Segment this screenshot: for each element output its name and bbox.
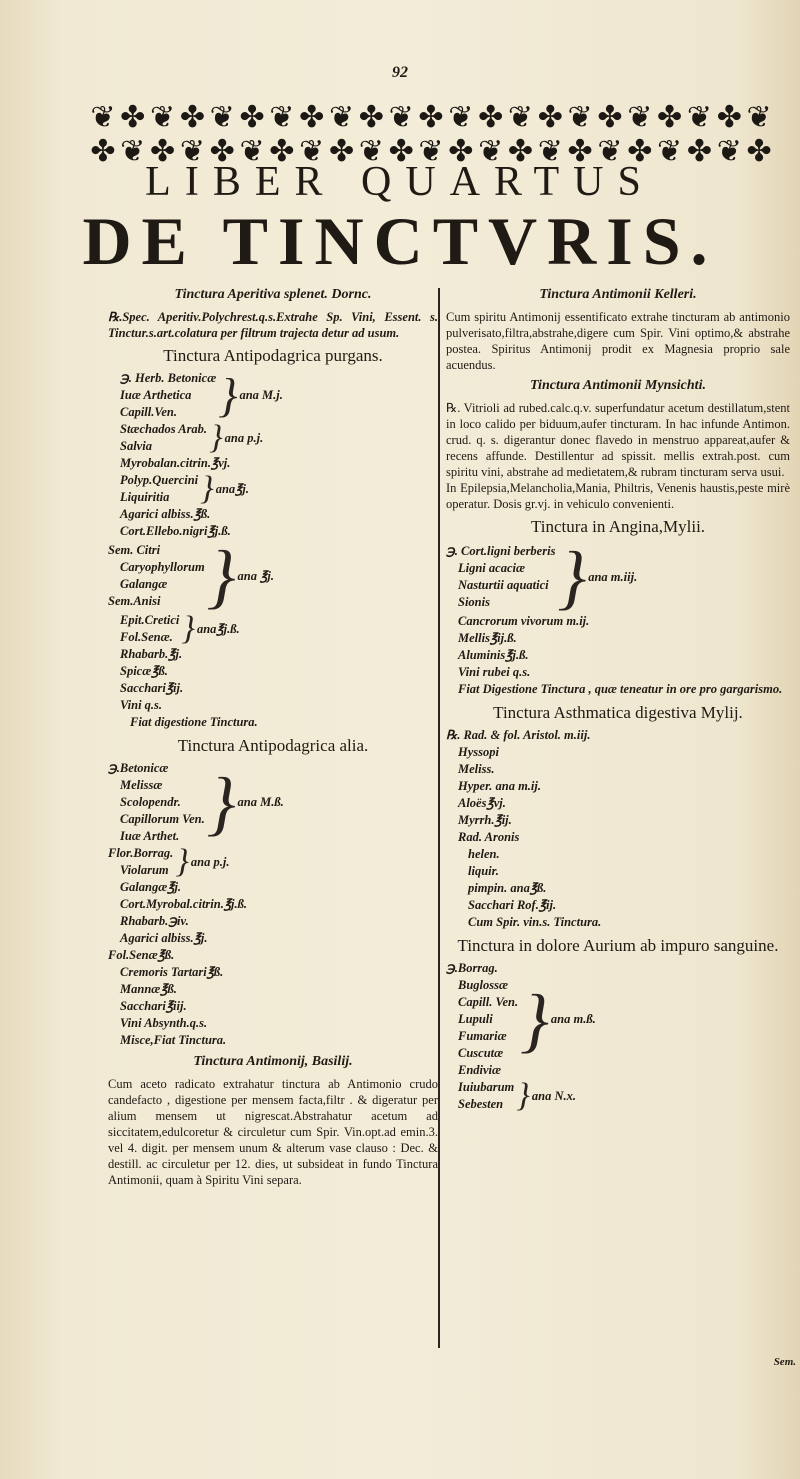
- recipe-line: Liquiritia: [120, 490, 170, 504]
- recipe-line: ℈. Cort.ligni berberis: [446, 544, 556, 558]
- fleuron-ornament: ✤: [716, 101, 742, 134]
- recipe-amount: ana p.j.: [224, 430, 264, 445]
- recipe-asthmatica: [446, 727, 790, 931]
- recipe-line: Fol.Senæ℥ß.: [108, 948, 175, 962]
- recipe-group: [108, 472, 438, 506]
- fleuron-ornament: ✤: [657, 101, 683, 134]
- heading-tinctura-aperitiva: Tinctura Aperitiva splenet. Dornc.: [174, 287, 372, 302]
- recipe-line: Sacchari℥iij.: [120, 999, 187, 1013]
- recipe-line: Hyssopi: [458, 745, 499, 759]
- fleuron-ornament: ✤: [179, 101, 205, 134]
- paragraph-mynsichti: ℞. Vitrioli ad rubed.calc.q.v. superfundatur acetum destillatum,stent in loco calido per biduum,aufer tincturam. In hac infunde Antimon. crud. q. s. digerantur donec flavedo in menstruo appareat,aufer & recens affunde. Destillentur ad spissit. mellis extrah.post. cum spiritu vini, abstrahe ad medietatem,& rubram tincturam serva usui.: [446, 401, 790, 479]
- recipe-line: Stæchados Arab.: [120, 422, 208, 436]
- recipe-line: Rad. Aronis: [458, 830, 520, 844]
- recipe-line: ℈. Herb. Betonicæ: [120, 371, 217, 385]
- fleuron-ornament: ✤: [149, 135, 176, 168]
- recipe-line: Capill. Ven.: [458, 995, 519, 1009]
- book-title: LIBER QUARTUS: [145, 159, 655, 205]
- fleuron-ornament: ✤: [388, 135, 414, 168]
- left-column: [108, 282, 438, 1188]
- fleuron-ornament: ❦: [239, 135, 265, 168]
- recipe-amount: ana℥j.ß.: [196, 621, 240, 636]
- recipe-line: Capill.Ven.: [120, 405, 177, 419]
- fleuron-ornament: ❦: [418, 135, 444, 168]
- recipe-line: Agarici albiss.℥j.: [120, 931, 208, 945]
- heading-antimonij-basilij: Tinctura Antimonij, Basilij.: [193, 1054, 353, 1069]
- fleuron-ornament: ✤: [537, 101, 563, 134]
- recipe-group: [108, 612, 438, 646]
- fleuron-ornament: ❦: [597, 135, 623, 168]
- recipe-group: [446, 537, 790, 617]
- fleuron-ornament: ✤: [239, 101, 265, 134]
- recipe-line: ℈.Borrag.: [446, 961, 498, 975]
- recipe-line: Aloës℥vj.: [458, 796, 506, 810]
- recipe-line: Ligni acaciæ: [458, 561, 526, 575]
- brace: }: [181, 610, 195, 647]
- recipe-antipodagrica-purgans: [108, 370, 438, 731]
- recipe-line: Fol.Senæ.: [120, 630, 173, 644]
- brace: }: [206, 536, 236, 616]
- brace: }: [175, 843, 189, 880]
- recipe-line: Agarici albiss.℥ß.: [120, 507, 211, 521]
- paragraph-mynsichti-usage: In Epilepsia,Melancholia,Mania, Philtris, Venenis haustis,peste mirè operatur. Dosis gr.vj. in vehiculo convenienti.: [446, 481, 790, 511]
- fleuron-ornament: ✤: [627, 135, 653, 168]
- fleuron-ornament: ❦: [507, 101, 534, 134]
- recipe-line: ℞. Rad. & fol. Aristol. m.iij.: [446, 728, 591, 742]
- fleuron-ornament: ❦: [209, 101, 235, 134]
- recipe-line: Sebesten: [458, 1097, 504, 1111]
- recipe-line: Cancrorum vivorum m.ij.: [458, 614, 590, 628]
- fleuron-ornament: ✤: [478, 101, 504, 134]
- recipe-line: Epit.Cretici: [120, 613, 180, 627]
- recipe-line: Sionis: [458, 595, 490, 609]
- recipe-line: Salvia: [120, 439, 152, 453]
- fleuron-ornament: ✤: [686, 135, 712, 168]
- fleuron-ornament: ❦: [478, 135, 504, 168]
- recipe-line: liquir.: [468, 864, 499, 878]
- recipe-line: Nasturtii aquatici: [458, 578, 549, 592]
- recipe-amount: ana m.ß.: [550, 1012, 596, 1026]
- recipe-line: Sem. Citri: [108, 543, 161, 557]
- fleuron-ornament: ❦: [299, 135, 325, 168]
- recipe-line: Galangæ: [120, 577, 168, 591]
- recipe-antipodagrica-alia: [108, 760, 438, 1049]
- fleuron-ornament: ✤: [269, 135, 295, 168]
- fleuron-ornament: ❦: [328, 101, 355, 134]
- recipe-amount: ana N.x.: [531, 1088, 576, 1103]
- fleuron-ornament: ✤: [418, 101, 444, 134]
- recipe-group: [108, 536, 438, 616]
- recipe-line: Spicæ℥ß.: [120, 664, 168, 678]
- chapter-title: DE TINCTVRIS.: [82, 203, 718, 279]
- paragraph-antimonij-basilij: Cum aceto radicato extrahatur tinctura ab Antimonio crudo candefacto , digestione per mensem facta,filtr . & digeratur per alium mensem ut nigrescat.Abstrahatur acetum ad siccitatem,edulcoretur & circuletur cum Spir. Vin.opt.ad emin.3. vel 4. digit. per mensem unum & alterum vase clauso : Dec. & destill. ac circuletur per 12. dies, ut subsideat in fundo Tinctura Antimonii, quam à Spiritu Vini separa.: [108, 1077, 438, 1187]
- recipe-line: Iuæ Arthet.: [120, 829, 180, 843]
- recipe-line: Cremoris Tartari℥ß.: [120, 965, 224, 979]
- fleuron-ornament: ✤: [209, 135, 235, 168]
- catchword: Sem.: [773, 1356, 796, 1368]
- fleuron-ornament: ✤: [746, 135, 772, 168]
- recipe-line: Capillorum Ven.: [120, 812, 205, 826]
- fleuron-ornament: ❦: [686, 101, 712, 134]
- fleuron-ornament: ✤: [567, 135, 593, 168]
- recipe-amount: ana M.j.: [239, 388, 283, 402]
- recipe-line: Iuiubarum: [458, 1080, 515, 1094]
- recipe-line: Rhabarb.℥j.: [120, 647, 183, 661]
- recipe-line: Fiat digestione Tinctura.: [130, 715, 258, 729]
- recipe-line: Rhabarb.℈iv.: [120, 914, 189, 928]
- column-divider: [438, 288, 440, 1348]
- fleuron-ornament: ❦: [627, 101, 653, 134]
- recipe-line: Sacchari℥ij.: [120, 681, 184, 695]
- recipe-line: Mellis℥ij.ß.: [458, 631, 517, 645]
- fleuron-ornament: ✤: [507, 135, 534, 168]
- fleuron-ornament: ❦: [537, 135, 563, 168]
- recipe-line: Flor.Borrag.: [108, 846, 174, 860]
- recipe-group: [108, 421, 438, 455]
- recipe-group: [108, 845, 438, 879]
- brace: }: [209, 419, 223, 456]
- heading-angina-mylii: Tinctura in Angina,Mylii.: [530, 517, 706, 536]
- recipe-group: [446, 960, 790, 1079]
- fleuron-ornament: ❦: [567, 101, 593, 134]
- recipe-line: Violarum: [120, 863, 169, 877]
- recipe-line: Sacchari Rof.℥ij.: [468, 898, 557, 912]
- brace: }: [516, 1077, 530, 1114]
- heading-antimonii-kelleri: Tinctura Antimonii Kelleri.: [539, 287, 697, 302]
- heading-antipodagrica-purgans: Tinctura Antipodagrica purgans.: [163, 346, 383, 365]
- recipe-amount: ana p.j.: [190, 854, 230, 869]
- recipe-line: Scolopendr.: [120, 795, 181, 809]
- page-number: 92: [392, 64, 408, 81]
- recipe-line: Hyper. ana m.ij.: [458, 779, 541, 793]
- brace: }: [520, 979, 549, 1060]
- fleuron-ornament: ❦: [90, 101, 116, 134]
- recipe-amount: ana m.iij.: [588, 569, 638, 584]
- fleuron-ornament: ✤: [90, 135, 116, 168]
- recipe-line: helen.: [468, 847, 500, 861]
- recipe-line: Buglossæ: [458, 978, 509, 992]
- recipe-group: [108, 760, 438, 845]
- recipe-line: Sem.Anisi: [108, 594, 161, 608]
- fleuron-ornament: ❦: [179, 135, 205, 168]
- recipe-line: Fiat Digestione Tinctura , quæ teneatur in ore pro gargarismo.: [458, 682, 783, 696]
- paragraph-aperitiva: ℞.Spec. Aperitiv.Polychrest.q.s.Extrahe Sp. Vini, Essent. s. Tinctur.s.art.colatura per filtrum trajecta detur ad usum.: [108, 310, 438, 340]
- recipe-line: Melissæ: [120, 778, 163, 792]
- recipe-amount: ana M.ß.: [237, 795, 284, 809]
- recipe-line: Vini rubei q.s.: [458, 665, 531, 679]
- recipe-line: ℈.Betonicæ: [108, 761, 169, 775]
- fleuron-ornament: ✤: [299, 101, 325, 134]
- recipe-line: Cum Spir. vin.s. Tinctura.: [468, 915, 602, 929]
- heading-asthmatica-mylij: Tinctura Asthmatica digestiva Mylij.: [493, 703, 743, 722]
- recipe-angina: [446, 537, 790, 698]
- fleuron-ornament: ❦: [716, 135, 742, 168]
- fleuron-ornament: ❦: [388, 101, 414, 134]
- recipe-line: Aluminis℥j.ß.: [458, 648, 529, 662]
- recipe-line: Mannæ℥ß.: [120, 982, 177, 996]
- fleuron-ornament: ❦: [746, 101, 772, 134]
- recipe-line: Polyp.Quercini: [120, 473, 199, 487]
- brace: }: [200, 470, 214, 507]
- recipe-line: Meliss.: [458, 762, 495, 776]
- brace: }: [218, 368, 238, 422]
- brace: }: [206, 762, 236, 843]
- recipe-line: Endiviæ: [458, 1063, 502, 1077]
- fleuron-ornament: ✤: [120, 101, 146, 134]
- recipe-line: Fumariæ: [458, 1029, 507, 1043]
- recipe-line: Cort.Myrobal.citrin.℥j.ß.: [120, 897, 248, 911]
- heading-dolore-aurium: Tinctura in dolore Aurium ab impuro sanguine.: [457, 936, 779, 955]
- fleuron-ornament: ❦: [657, 135, 683, 168]
- recipe-line: Galangæ℥j.: [120, 880, 182, 894]
- fleuron-ornament: ❦: [448, 101, 474, 134]
- recipe-line: Caryophyllorum: [120, 560, 205, 574]
- fleuron-ornament: ❦: [149, 101, 176, 134]
- fleuron-ornament: ❦: [269, 101, 295, 134]
- recipe-line: Iuæ Arthetica: [120, 388, 192, 402]
- paragraph-kelleri: Cum spiritu Antimonij essentificato extrahe tincturam ab antimonio pulverisato,filtra,abstrahe,digere cum Spir. Vini optimo,& abstrahe postea. Spiritus Antimonij prodit ex Magnesia proprio sale acuendus.: [446, 310, 790, 372]
- right-column: [446, 282, 790, 1113]
- recipe-dolore-aurium: [446, 960, 790, 1113]
- recipe-group: [446, 1079, 790, 1113]
- recipe-amount: ana℥j.: [215, 481, 250, 496]
- recipe-amount: ana ℥j.: [237, 568, 274, 583]
- fleuron-ornament: ❦: [120, 135, 146, 168]
- fleuron-ornament: ✤: [448, 135, 474, 168]
- heading-antipodagrica-alia: Tinctura Antipodagrica alia.: [177, 736, 369, 755]
- recipe-line: Vini q.s.: [120, 698, 163, 712]
- recipe-line: Lupuli: [458, 1012, 493, 1026]
- fleuron-ornament: ✤: [358, 101, 384, 134]
- fleuron-ornament: ❦: [358, 135, 384, 168]
- fleuron-ornament: ✤: [328, 135, 355, 168]
- fleuron-ornament: ✤: [597, 101, 623, 134]
- brace: }: [557, 537, 587, 617]
- recipe-line: Cuscutæ: [458, 1046, 504, 1060]
- recipe-line: Vini Absynth.q.s.: [120, 1016, 208, 1030]
- recipe-line: Myrobalan.citrin.℥vj.: [120, 456, 231, 470]
- heading-antimonii-mynsichti: Tinctura Antimonii Mynsichti.: [530, 378, 706, 393]
- recipe-line: Myrrh.℥ij.: [458, 813, 512, 827]
- recipe-line: Cort.Ellebo.nigri℥j.ß.: [120, 524, 231, 538]
- recipe-group: [108, 370, 438, 421]
- recipe-line: pimpin. ana℥ß.: [468, 881, 547, 895]
- recipe-line: Misce,Fiat Tinctura.: [120, 1033, 227, 1047]
